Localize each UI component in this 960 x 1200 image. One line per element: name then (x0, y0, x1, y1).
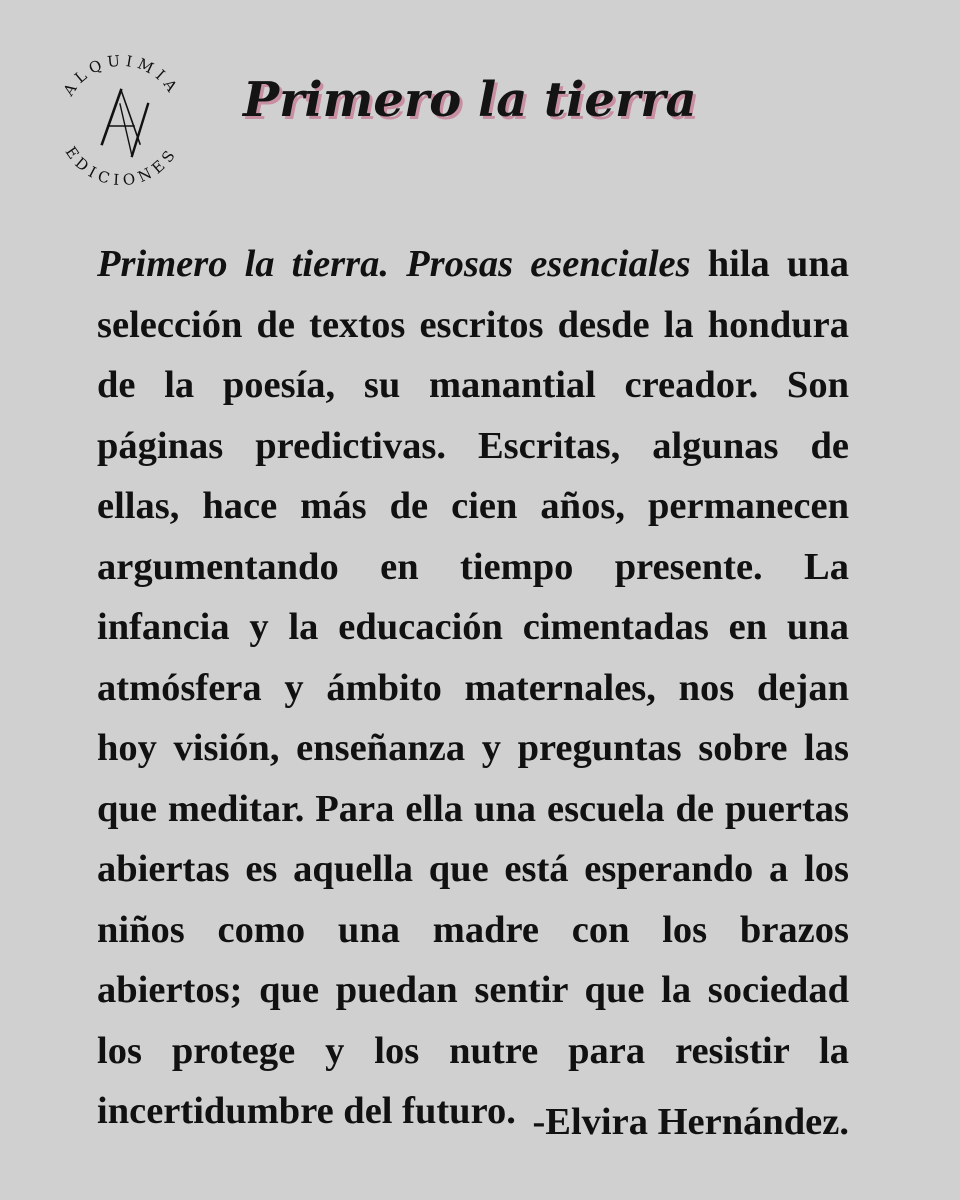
alquimia-ediciones-seal (44, 44, 199, 199)
page-title: Primero la tierra (243, 72, 697, 128)
quote-text: hila una selección de textos escritos desde la hondura de la poesía, su manantial creador. Son páginas predictivas. Escritas, algunas de ellas, hace más de cien años, permanecen argumentando en tiempo presente. La infancia y la educación cimentadas en una atmósfera y ámbito maternales, nos dejan hoy visión, enseñanza y preguntas sobre las que meditar. Para ella una escuela de puertas abiertas es aquella que está esperando a los niños como una madre con los brazos abiertos; que puedan sentir que la sociedad los protege y los nutre para resistir la incertidumbre del futuro. (97, 243, 849, 1132)
book-title-italic: Primero la tierra. Prosas esenciales (97, 243, 691, 285)
monogram-icon (102, 90, 148, 156)
quote-paragraph (97, 234, 849, 1142)
logo-bottom-text: EDICIONES (61, 143, 182, 190)
logo-top-text: ALQUIMIA (59, 51, 184, 100)
publisher-logo (44, 44, 199, 199)
author-signature: -Elvira Hernández. (532, 1101, 849, 1143)
